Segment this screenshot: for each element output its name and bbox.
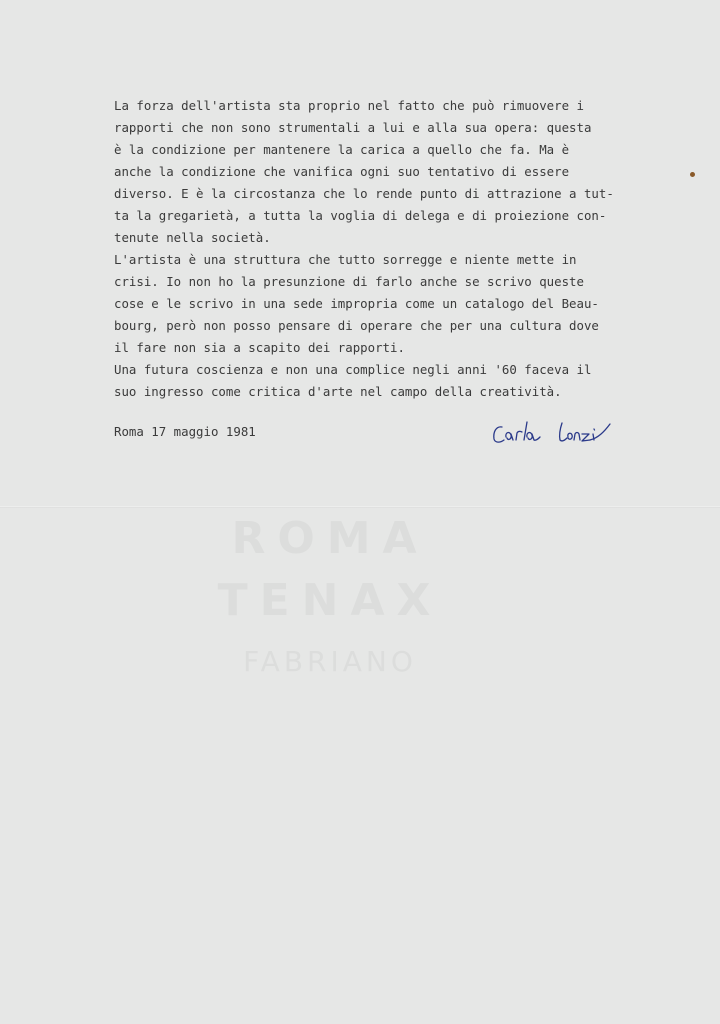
handwritten-signature [486,410,636,455]
letter-line: crisi. Io non ho la presunzione di farlo anche se scrivo queste [114,274,584,289]
letter-line: cose e le scrivo in una sede impropria come un catalogo del Beau- [114,296,599,311]
letter-line: il fare non sia a scapito dei rapporti. [114,340,405,355]
watermark-line-2: TENAX [217,575,443,626]
letter-line: L'artista è una struttura che tutto sorregge e niente mette in [114,252,577,267]
letter-line: Una futura coscienza e non una complice negli anni '60 faceva il [114,362,592,377]
letter-body [114,95,704,403]
letter-line: anche la condizione che vanifica ogni suo tentativo di essere [114,164,570,179]
letter-line: tenute nella società. [114,230,271,245]
letter-line: rapporti che non sono strumentali a lui e alla sua opera: questa [114,120,592,135]
ink-spot [690,172,695,177]
letter-line: è la condizione per mantenere la carica a quello che fa. Ma è [114,142,570,157]
paper-fold-line [0,506,720,508]
letter-date: Roma 17 maggio 1981 [114,424,256,439]
watermark-line-3: FABRIANO [243,645,417,678]
watermark-line-1: ROMA [231,513,429,564]
letter-line: bourg, però non posso pensare di operare che per una cultura dove [114,318,599,333]
letter-line: La forza dell'artista sta proprio nel fatto che può rimuovere i [114,98,584,113]
letter-line: ta la gregarietà, a tutta la voglia di delega e di proiezione con- [114,208,607,223]
letter-line: diverso. E è la circostanza che lo rende punto di attrazione a tut- [114,186,614,201]
letter-line: suo ingresso come critica d'arte nel campo della creatività. [114,384,562,399]
